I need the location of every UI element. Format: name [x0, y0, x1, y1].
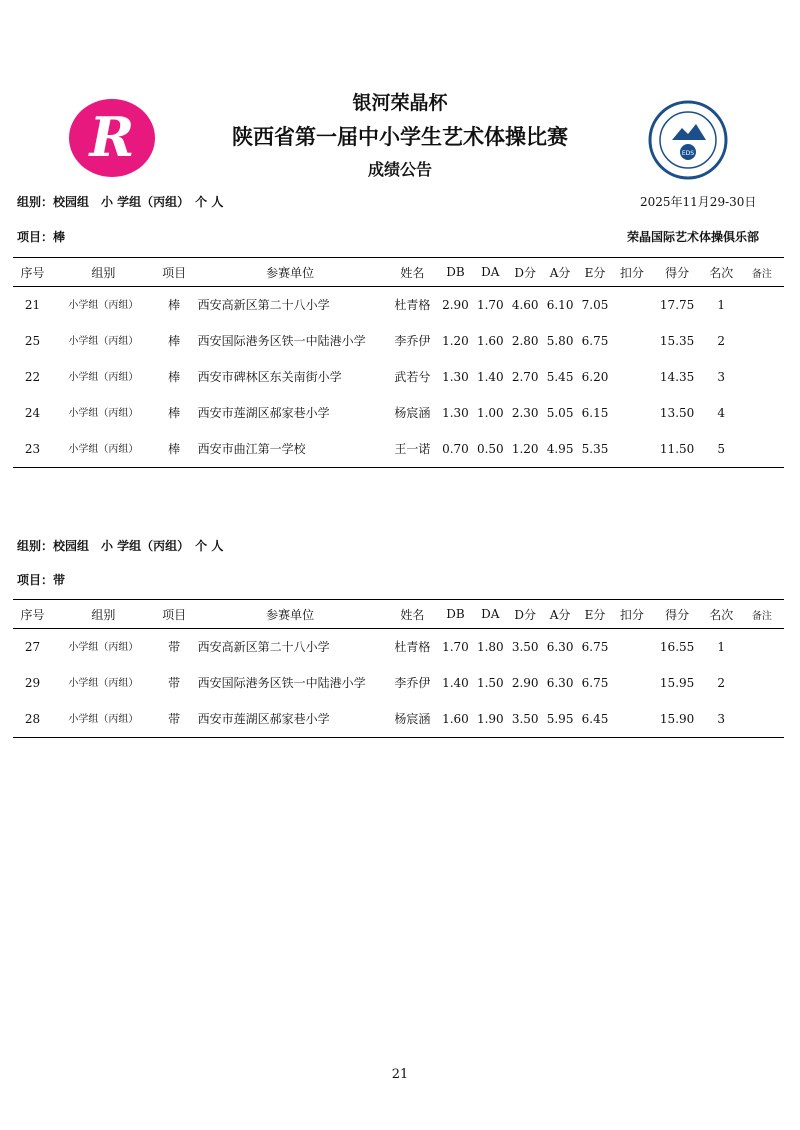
cell-no: 28: [13, 701, 52, 738]
table-row: [13, 395, 784, 431]
col-db: DB: [438, 258, 473, 287]
cell-unit: 西安高新区第二十八小学: [197, 297, 330, 312]
cell-unit: 西安市莲湖区郝家巷小学: [194, 701, 387, 738]
table-header-row: [13, 600, 784, 629]
cell-ded: [612, 287, 651, 324]
cell-item: 棒: [168, 405, 181, 420]
table-header-row: [13, 258, 784, 287]
cell-d: 2.80: [511, 333, 539, 348]
col-e: E分: [578, 258, 613, 287]
cell-item: 带: [155, 701, 194, 738]
cell-a: 6.30: [546, 675, 574, 690]
cell-db: 1.30: [442, 405, 469, 420]
page-number: 21: [391, 1067, 409, 1082]
results-table-ribbon: [13, 599, 784, 738]
cell-note: [740, 287, 784, 324]
col-da: DA: [473, 258, 508, 287]
cell-a: 4.95: [543, 431, 578, 468]
cell-a: 5.05: [546, 405, 574, 420]
cell-ded: [612, 323, 651, 359]
col-score: 得分: [651, 258, 702, 287]
cell-group: 小学组（丙组）: [68, 407, 139, 419]
cell-ded: [612, 629, 651, 666]
col-a: A分: [543, 600, 578, 629]
cell-d: 3.50: [511, 639, 539, 654]
cell-no: 27: [24, 639, 41, 654]
cell-name: 杨宸涵: [387, 701, 438, 738]
cell-item: 带: [168, 639, 181, 654]
cell-group: 小学组（丙组）: [52, 431, 155, 468]
cell-a: 6.30: [546, 639, 574, 654]
section1-group-label: 组别：校园组 小 学组（丙组） 个 人: [17, 195, 224, 209]
col-no: 序号: [13, 600, 52, 629]
cell-a: 5.95: [543, 701, 578, 738]
cell-e: 6.75: [581, 333, 609, 348]
col-db: DB: [438, 600, 473, 629]
cell-name: 王一诺: [387, 431, 438, 468]
cell-da: 1.60: [476, 333, 504, 348]
table-row: [13, 323, 784, 359]
cell-score: 17.75: [659, 297, 695, 312]
section1-date: 2025年11月29-30日: [640, 195, 757, 209]
col-deduction: 扣分: [612, 258, 651, 287]
col-d: D分: [508, 600, 543, 629]
cell-item: 棒: [168, 297, 181, 312]
cell-da: 1.00: [476, 405, 504, 420]
cell-score: 15.35: [659, 333, 695, 348]
cell-name: 李乔伊: [394, 333, 431, 348]
cell-note: [740, 323, 784, 359]
cell-d: 2.90: [511, 675, 539, 690]
col-note: 备注: [740, 258, 784, 287]
cell-db: 0.70: [438, 431, 473, 468]
table-row: [13, 701, 784, 738]
cell-unit: 西安市莲湖区郝家巷小学: [197, 405, 330, 420]
cell-no: 25: [24, 333, 41, 348]
results-table-rod: [13, 257, 784, 468]
cell-no: 29: [24, 675, 41, 690]
cell-score: 15.90: [651, 701, 702, 738]
cell-rank: 1: [717, 639, 726, 654]
cell-name: 武若兮: [394, 369, 431, 384]
section1-organizer: 荣晶国际艺术体操俱乐部: [627, 230, 760, 244]
col-rank: 名次: [703, 258, 740, 287]
cell-no: 23: [13, 431, 52, 468]
cell-note: [740, 701, 784, 738]
cell-e: 6.75: [581, 675, 609, 690]
col-group: 组别: [52, 600, 155, 629]
cell-da: 1.70: [476, 297, 504, 312]
col-da: DA: [473, 600, 508, 629]
cell-d: 2.30: [511, 405, 539, 420]
col-score: 得分: [651, 600, 702, 629]
cell-note: [740, 395, 784, 431]
cell-group: 小学组（丙组）: [68, 641, 139, 653]
cell-item: 棒: [155, 431, 194, 468]
section2-group-label: 组别：校园组 小 学组（丙组） 个 人: [17, 539, 224, 553]
cell-unit: 西安国际港务区铁一中陆港小学: [197, 333, 366, 348]
cell-ded: [612, 359, 651, 395]
cell-db: 2.90: [442, 297, 469, 312]
cell-e: 5.35: [578, 431, 613, 468]
cell-note: [740, 629, 784, 666]
cell-no: 22: [24, 369, 41, 384]
cell-a: 5.80: [546, 333, 574, 348]
cell-group: 小学组（丙组）: [68, 677, 139, 689]
cell-rank: 4: [717, 405, 726, 420]
col-a: A分: [543, 258, 578, 287]
cell-rank: 2: [717, 333, 726, 348]
cell-e: 6.15: [581, 405, 609, 420]
cell-name: 杨宸涵: [394, 405, 431, 420]
title-cup-name: 银河荣晶杯: [352, 92, 448, 114]
table-row: [13, 287, 784, 324]
col-rank: 名次: [703, 600, 740, 629]
col-d: D分: [508, 258, 543, 287]
cell-no: 21: [24, 297, 41, 312]
section1-item-label: 项目：棒: [17, 230, 66, 244]
col-deduction: 扣分: [612, 600, 651, 629]
cell-unit: 西安高新区第二十八小学: [197, 639, 330, 654]
cell-da: 1.90: [473, 701, 508, 738]
logo-eds-text: EDS: [681, 150, 695, 157]
cell-d: 4.60: [511, 297, 539, 312]
col-name: 姓名: [387, 258, 438, 287]
cell-item: 棒: [168, 369, 181, 384]
cell-group: 小学组（丙组）: [68, 299, 139, 311]
cell-a: 5.45: [546, 369, 574, 384]
cell-note: [740, 431, 784, 468]
cell-score: 13.50: [659, 405, 695, 420]
cell-ded: [612, 431, 651, 468]
col-name: 姓名: [387, 600, 438, 629]
cell-d: 2.70: [511, 369, 539, 384]
col-note: 备注: [740, 600, 784, 629]
title-announcement: 成绩公告: [367, 160, 432, 179]
cell-unit: 西安市曲江第一学校: [194, 431, 387, 468]
cell-item: 带: [168, 675, 181, 690]
cell-db: 1.70: [442, 639, 469, 654]
table-row: [13, 359, 784, 395]
cell-rank: 1: [717, 297, 726, 312]
cell-rank: 5: [703, 431, 740, 468]
cell-e: 6.20: [581, 369, 609, 384]
cell-da: 1.40: [476, 369, 504, 384]
cell-score: 15.95: [659, 675, 695, 690]
cell-group: 小学组（丙组）: [68, 335, 139, 347]
cell-rank: 2: [717, 675, 726, 690]
cell-unit: 西安国际港务区铁一中陆港小学: [197, 675, 366, 690]
cell-ded: [612, 665, 651, 701]
col-e: E分: [578, 600, 613, 629]
cell-note: [740, 359, 784, 395]
cell-note: [740, 665, 784, 701]
cell-e: 7.05: [581, 297, 609, 312]
cell-a: 6.10: [546, 297, 574, 312]
cell-ded: [612, 701, 651, 738]
cell-rank: 3: [703, 701, 740, 738]
section2-item-label: 项目：带: [17, 573, 66, 587]
cell-name: 李乔伊: [394, 675, 431, 690]
logo-letter: R: [89, 105, 135, 169]
table-row: [13, 629, 784, 666]
table-row: [13, 665, 784, 701]
table-body: [13, 629, 784, 738]
col-item: 项目: [155, 600, 194, 629]
cell-rank: 3: [717, 369, 726, 384]
table-body: [13, 287, 784, 468]
cell-unit: 西安市碑林区东关南街小学: [197, 369, 342, 384]
cell-score: 11.50: [651, 431, 702, 468]
cell-e: 6.75: [581, 639, 609, 654]
table-row: [13, 431, 784, 468]
col-unit: 参赛单位: [194, 600, 387, 629]
cell-group: 小学组（丙组）: [68, 371, 139, 383]
col-unit: 参赛单位: [194, 258, 387, 287]
col-item: 项目: [155, 258, 194, 287]
cell-da: 1.80: [476, 639, 504, 654]
cell-da: 0.50: [473, 431, 508, 468]
cell-db: 1.40: [442, 675, 469, 690]
cell-e: 6.45: [578, 701, 613, 738]
cell-group: 小学组（丙组）: [52, 701, 155, 738]
cell-d: 1.20: [508, 431, 543, 468]
col-group: 组别: [52, 258, 155, 287]
cell-item: 棒: [168, 333, 181, 348]
cell-ded: [612, 395, 651, 431]
cell-score: 16.55: [659, 639, 695, 654]
cell-da: 1.50: [476, 675, 504, 690]
cell-db: 1.60: [438, 701, 473, 738]
cell-db: 1.30: [442, 369, 469, 384]
cell-d: 3.50: [508, 701, 543, 738]
col-no: 序号: [13, 258, 52, 287]
cell-no: 24: [24, 405, 41, 420]
cell-score: 14.35: [659, 369, 695, 384]
cell-name: 杜青格: [394, 639, 431, 654]
cell-db: 1.20: [442, 333, 469, 348]
title-competition: 陕西省第一届中小学生艺术体操比赛: [232, 124, 568, 149]
cell-name: 杜青格: [394, 297, 431, 312]
